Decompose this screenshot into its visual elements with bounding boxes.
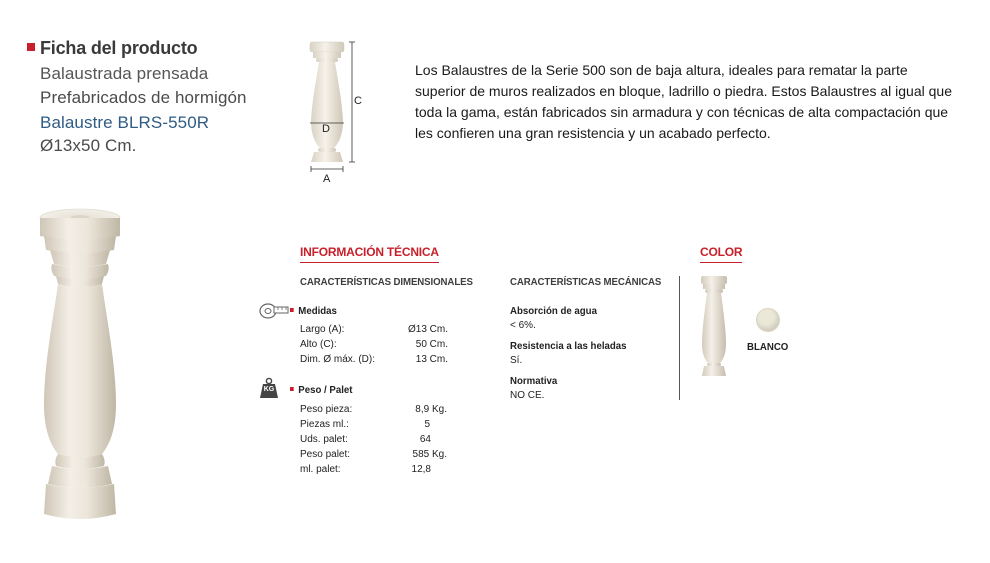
dimensional-heading: CARACTERÍSTICAS DIMENSIONALES xyxy=(300,276,473,288)
baluster-thumbnail xyxy=(699,274,729,380)
mech-value: < 6%. xyxy=(510,320,536,331)
mech-title: Resistencia a las heladas xyxy=(510,340,627,352)
divider xyxy=(679,276,680,400)
color-swatch-blanco xyxy=(757,309,779,331)
peso-row: Peso pieza: 8,9 Kg. xyxy=(300,404,447,415)
product-model: Balaustre BLRS-550R xyxy=(40,113,210,132)
peso-row: Uds. palet: 64 xyxy=(300,434,431,445)
medidas-row: Dim. Ø máx. (D): 13 Cm. xyxy=(300,354,448,365)
color-sample-image xyxy=(699,274,729,380)
product-sheet-title: Ficha del producto xyxy=(27,38,197,59)
color-title: COLOR xyxy=(700,245,742,263)
mech-value: NO CE. xyxy=(510,390,545,401)
dimension-label-a: A xyxy=(323,173,331,185)
product-line-1: Balaustrada prensada xyxy=(40,64,209,83)
baluster-diagram-icon xyxy=(296,36,366,186)
peso-row: Piezas ml.: 5 xyxy=(300,419,430,430)
color-name: BLANCO xyxy=(747,341,789,353)
technical-info-title: INFORMACIÓN TÉCNICA xyxy=(300,245,439,263)
peso-row: Peso palet: 585 Kg. xyxy=(300,449,447,460)
mech-title: Normativa xyxy=(510,375,558,387)
medidas-title: Medidas xyxy=(290,305,337,317)
tape-measure-icon xyxy=(259,302,289,320)
mechanical-heading: CARACTERÍSTICAS MECÁNICAS xyxy=(510,276,662,288)
medidas-row: Largo (A): Ø13 Cm. xyxy=(300,324,448,335)
baluster-product-image xyxy=(36,204,130,526)
peso-title: Peso / Palet xyxy=(290,384,353,396)
peso-row: ml. palet: 12,8 xyxy=(300,464,431,475)
dimension-label-d: D xyxy=(322,123,330,135)
mech-value: Sí. xyxy=(510,355,523,366)
peso-table xyxy=(300,402,450,477)
red-bullet xyxy=(27,43,35,51)
mech-title: Absorción de agua xyxy=(510,305,597,317)
kg-weight-icon: KG xyxy=(259,377,279,399)
product-dimensions: Ø13x50 Cm. xyxy=(40,136,137,155)
medidas-row: Alto (C): 50 Cm. xyxy=(300,339,448,350)
product-line-2: Prefabricados de hormigón xyxy=(40,88,247,107)
dimension-label-c: C xyxy=(354,95,362,107)
red-bullet xyxy=(290,308,294,312)
dimension-diagram xyxy=(296,36,366,186)
red-bullet xyxy=(290,387,294,391)
medidas-table xyxy=(300,322,450,367)
product-image xyxy=(36,204,130,526)
product-description: Los Balaustres de la Serie 500 son de baja altura, ideales para rematar la parte superior de muros realizados en bloque, ladrillo o piedra. Estos Balaustres al igual que toda la gama, están fabricados sin armadura y con técnicas de alta compactación que les confieren una gran resistencia y un acabado perfecto. xyxy=(415,62,952,141)
